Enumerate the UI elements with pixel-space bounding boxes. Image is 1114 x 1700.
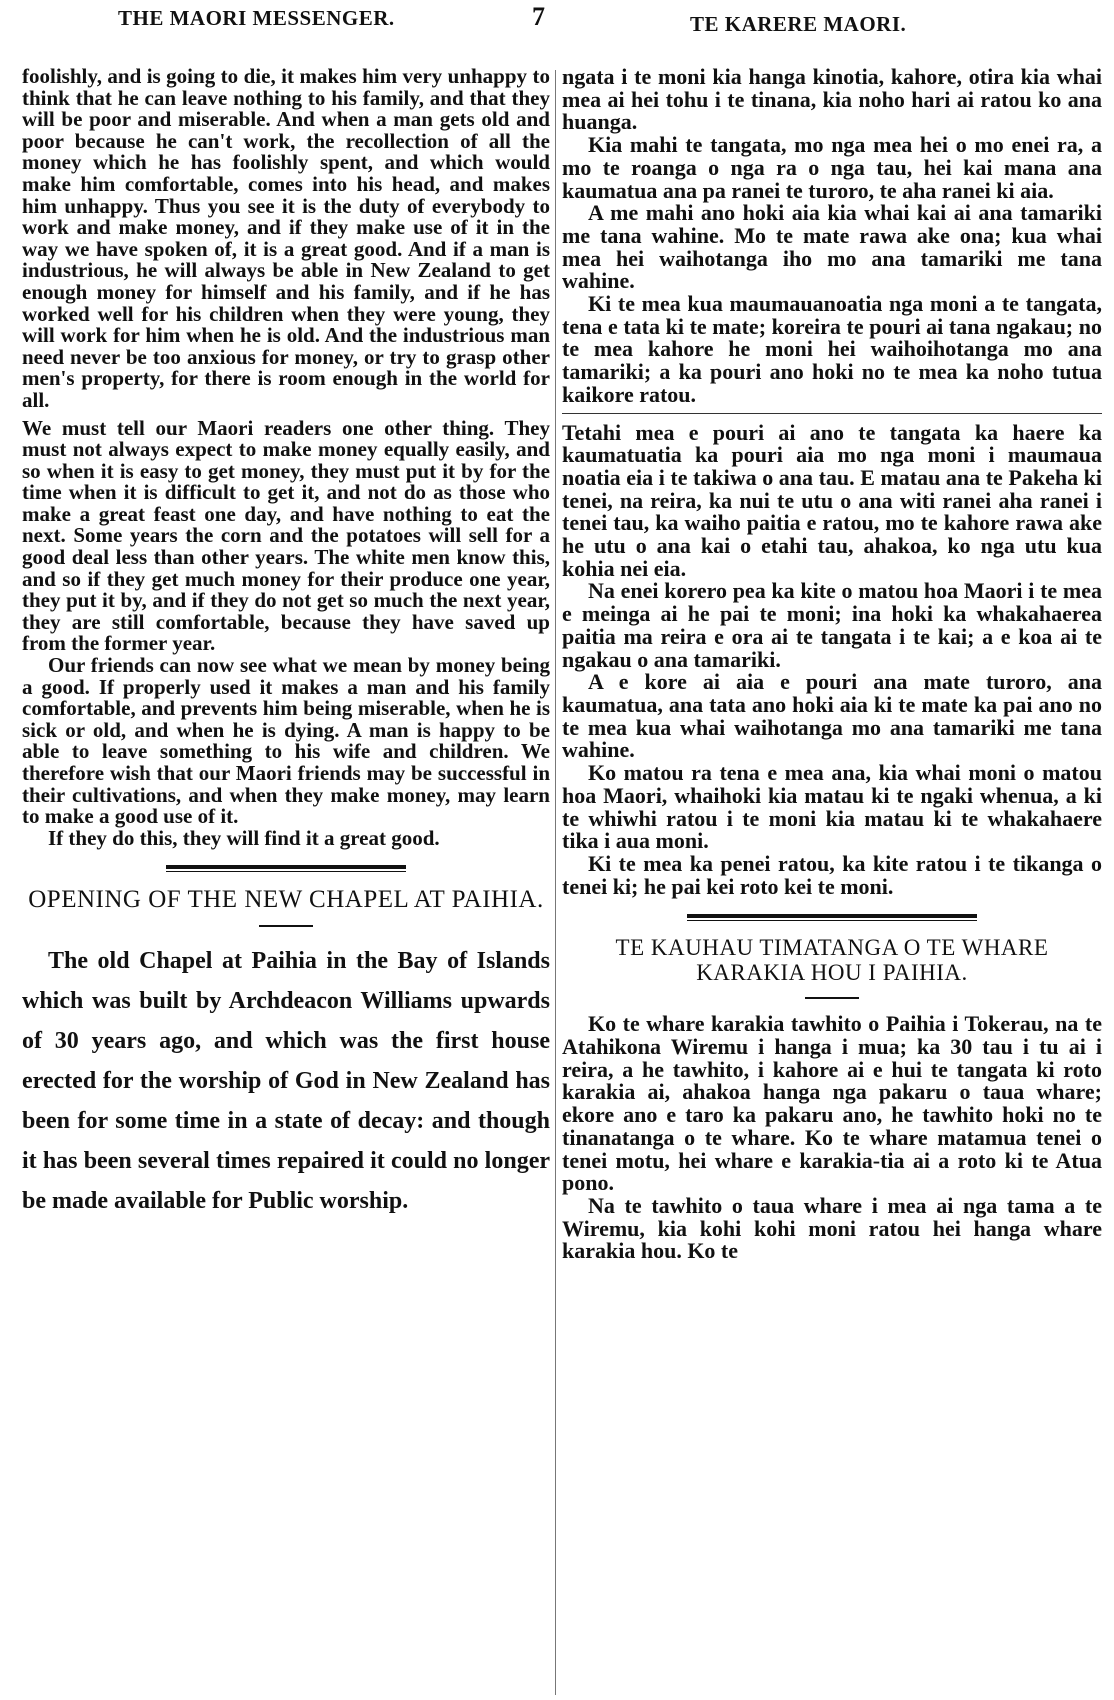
article-paragraph: Ki te mea ka penei ratou, ka kite ratou i te tikanga o tenei ki; he pai kei roto kei te moni.: [562, 850, 1102, 899]
article-paragraph: Kia mahi te tangata, mo nga mea hei o mo enei ra, a mo te roanga o nga ra o nga tau, hei kai mana ana kaumatua ana pa ranei te turoro, te aha ranei ki aia.: [562, 132, 1102, 203]
section-heading: TE KAUHAU TIMATANGA O TE WHARE KARAKIA HOU I PAIHIA.: [615, 935, 1049, 986]
page-header: [0, 0, 1114, 40]
column-divider: [555, 70, 556, 1695]
article-paragraph: Na enei korero pea ka kite o matou hoa Maori i te mea e meinga ai he pai te moni; ina hoki ka whakahaerea paitia ma reira e ora ai te tangata i te kai; a e koa ai te ngakau o ana tamariki.: [562, 578, 1102, 672]
article-paragraph: Our friends can now see what we mean by money being a good. If properly used it makes a man and his family comfortable, and prevents him being miserable, when he is sick or old, and when he is dying. A man is happy to be able to leave something to his wife and children. We therefore wish that our Maori friends may be successful in their cultivations, and when they make money, may learn to make a good use of it.: [22, 653, 550, 829]
article-paragraph: Tetahi mea e pouri ai ano te tangata ka haere ka kaumatuatia ka pouri aia mo nga moni i maumaua noatia eia i te takiwa o ana tau. E matau ana te Pakeha ki tenei, na reira, ka nui te utu o ana witi ranei aha ranei i tenei tau, ka waiho paitia e ratou, mo te kahore rawa ake he utu o ana kai o etahi tau, ahakoa, ko nga utu kua kohia nei eia.: [562, 419, 1102, 581]
article-paragraph: A e kore ai aia e pouri ana mate turoro, ana kaumatua, ana tata ano hoki aia ki te mate ka pai ano no te mea kua whai waihotanga mo ana tamariki me tana wahine.: [562, 669, 1102, 763]
section-body-paragraph: Na te tawhito o taua whare i mea ai nga tama a te Wiremu, kia kohi kohi moni ratou hei hanga whare karakia hou. Ko te: [562, 1192, 1102, 1264]
article-paragraph: foolishly, and is going to die, it makes him very unhappy to think that he can leave nothing to his family, and that they will be poor and miserable. And when a man gets old and poor because he can't work, the recollection of all the money which he has foolishly spent, and which would make him comfortable, comes into his head, and makes him unhappy. Thus you see it is the duty of everybody to work and make money, and if they make use of it in the way we have spoken of, it is a great good. And if a man is industrious, he will always be able in New Zealand to get enough money for himself and his family, and if he has worked well for his children when they were young, they will work for him when he is old. And the industrious man need never be too anxious for money, or try to grasp other men's property, for there is room enough in the world for all.: [22, 66, 550, 412]
page-number: 7: [532, 2, 545, 31]
article-paragraph: Ko matou ra tena e mea ana, kia whai moni o matou hoa Maori, whaihoki kia matau ki te ngaki whenua, a ki te whiwhi ratou i te moni kia matau ki te whakahaere tika i aua moni.: [562, 760, 1102, 854]
paragraph-separator-rule: [562, 413, 1102, 414]
article-paragraph: We must tell our Maori readers one other thing. They must not always expect to make money equally easily, and so when it is easy to get money, they must put it by for the time when it is difficult to get it, and not do as those who make a great feast one day, and have nothing to eat the next. Some years the corn and the potatoes will sell for a good deal less than other years. The white men know this, and so if they get much money for their produce one year, they put it by, and if they do not get so much the next year, they are still comfortable, because they have saved up from the former year.: [22, 415, 550, 656]
maori-masthead-title: TE KARERE MAORI.: [690, 12, 907, 36]
section-separator-rule: [687, 914, 977, 921]
english-column: [22, 66, 550, 1696]
section-body-paragraph: Ko te whare karakia tawhito o Paihia i Tokerau, na te Atahikona Wiremu i hanga i mua; ka 30 tau i tu ai i reira, a he tawhito, i kahore ai e hui te tangata ki roto karakia ai, ahakoa hanga nga pakaru o taua whare; ekore ano e taro ka pakaru ano, he tawhito hoki no te tinanatanga o te whare. Ko te whare matamua tenei o tenei motu, hei whare e karakia-tia ai a roto ki te Atua pono.: [562, 1011, 1102, 1196]
section-heading: OPENING OF THE NEW CHAPEL AT PAIHIA.: [28, 886, 544, 914]
article-paragraph: If they do this, they will find it a great good.: [48, 825, 440, 850]
section-body-paragraph: The old Chapel at Paihia in the Bay of Islands which was built by Archdeacon Williams upwards of 30 years ago, and which was the first house erected for the worship of God in New Zealand has been for some time in a state of decay: and though it has been several times repaired it could no longer be made available for Public worship.: [22, 948, 550, 1215]
heading-underline-rule: [259, 925, 313, 927]
section-separator-rule: [166, 865, 406, 872]
heading-underline-rule: [805, 997, 859, 999]
article-paragraph: A me mahi ano hoki aia kia whai kai ai ana tamariki me tana wahine. Mo te mate rawa ake ona; kua whai mea hei waihotanga iho mo ana tamariki me tana wahine.: [562, 200, 1102, 294]
article-paragraph: Ki te mea kua maumauanoatia nga moni a te tangata, tena e tata ki te mate; koreira te pouri ai tana ngakau; no te mea kahore he moni hei waihoihotanga mo ana tamariki; a ka pouri ano hoki no te mea ka noho tutua kaikore ratou.: [562, 291, 1102, 407]
english-masthead-title: THE MAORI MESSENGER.: [118, 6, 395, 30]
article-paragraph: ngata i te moni kia hanga kinotia, kahore, otira kia whai mea ai hei tohu i te tinana, kia noho hari ai ratou ko ana huanga.: [562, 66, 1102, 135]
maori-column: [562, 66, 1102, 1696]
